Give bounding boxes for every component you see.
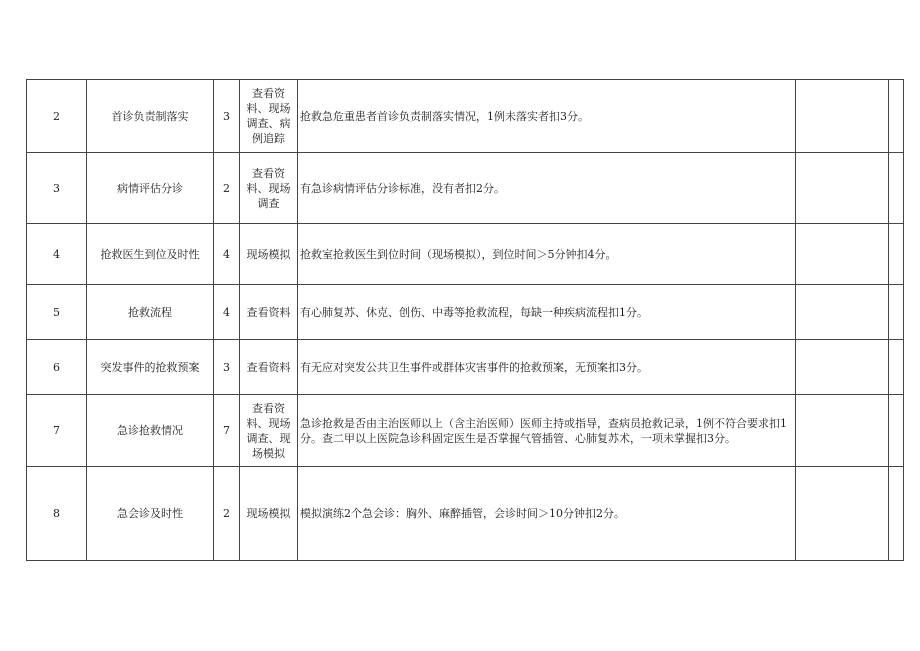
check-method: 查看资料 — [240, 340, 298, 395]
blank-cell — [889, 153, 904, 224]
blank-cell — [796, 80, 889, 153]
check-method: 查看资料、现场调查 — [240, 153, 298, 224]
item-score: 3 — [214, 80, 240, 153]
scoring-standard: 有急诊病情评估分诊标准，没有者扣2分。 — [298, 153, 796, 224]
check-method: 现场模拟 — [240, 467, 298, 561]
check-method: 查看资料 — [240, 285, 298, 340]
item-name: 病情评估分诊 — [87, 153, 214, 224]
blank-cell — [796, 153, 889, 224]
item-score: 2 — [214, 153, 240, 224]
check-method: 查看资料、现场调查、病例追踪 — [240, 80, 298, 153]
blank-cell — [796, 467, 889, 561]
table-row — [27, 224, 904, 285]
row-number: 3 — [27, 153, 87, 224]
row-number: 6 — [27, 340, 87, 395]
item-score: 3 — [214, 340, 240, 395]
blank-cell — [889, 467, 904, 561]
blank-cell — [889, 285, 904, 340]
blank-cell — [796, 340, 889, 395]
scoring-table — [26, 79, 904, 561]
item-name: 急会诊及时性 — [87, 467, 214, 561]
blank-cell — [889, 80, 904, 153]
row-number: 4 — [27, 224, 87, 285]
item-name: 抢救医生到位及时性 — [87, 224, 214, 285]
table-row — [27, 80, 904, 153]
scoring-standard: 有无应对突发公共卫生事件或群体灾害事件的抢救预案，无预案扣3分。 — [298, 340, 796, 395]
row-number: 8 — [27, 467, 87, 561]
blank-cell — [796, 285, 889, 340]
blank-cell — [796, 395, 889, 467]
table-row — [27, 285, 904, 340]
scoring-standard: 有心肺复苏、休克、创伤、中毒等抢救流程，每缺一种疾病流程扣1分。 — [298, 285, 796, 340]
item-score: 4 — [214, 285, 240, 340]
item-name: 急诊抢救情况 — [87, 395, 214, 467]
table-row — [27, 395, 904, 467]
blank-cell — [889, 395, 904, 467]
blank-cell — [889, 224, 904, 285]
scoring-standard: 抢救室抢救医生到位时间（现场模拟），到位时间＞5分钟扣4分。 — [298, 224, 796, 285]
row-number: 2 — [27, 80, 87, 153]
row-number: 7 — [27, 395, 87, 467]
table-row — [27, 340, 904, 395]
item-name: 首诊负责制落实 — [87, 80, 214, 153]
scoring-standard: 模拟演练2个急会诊：胸外、麻醉插管，会诊时间＞10分钟扣2分。 — [298, 467, 796, 561]
row-number: 5 — [27, 285, 87, 340]
item-score: 4 — [214, 224, 240, 285]
item-score: 7 — [214, 395, 240, 467]
table-row — [27, 153, 904, 224]
scoring-standard: 抢救急危重患者首诊负责制落实情况，1例未落实者扣3分。 — [298, 80, 796, 153]
item-name: 抢救流程 — [87, 285, 214, 340]
item-name: 突发事件的抢救预案 — [87, 340, 214, 395]
blank-cell — [796, 224, 889, 285]
table-row — [27, 467, 904, 561]
item-score: 2 — [214, 467, 240, 561]
scoring-standard: 急诊抢救是否由主治医师以上（含主治医师）医师主持或指导，查病员抢救记录，1例不符合要求扣1分。查二甲以上医院急诊科固定医生是否掌握气管插管、心肺复苏术，一项未掌握扣3分。 — [298, 395, 796, 467]
blank-cell — [889, 340, 904, 395]
check-method: 现场模拟 — [240, 224, 298, 285]
check-method: 查看资料、现场调查、现场模拟 — [240, 395, 298, 467]
